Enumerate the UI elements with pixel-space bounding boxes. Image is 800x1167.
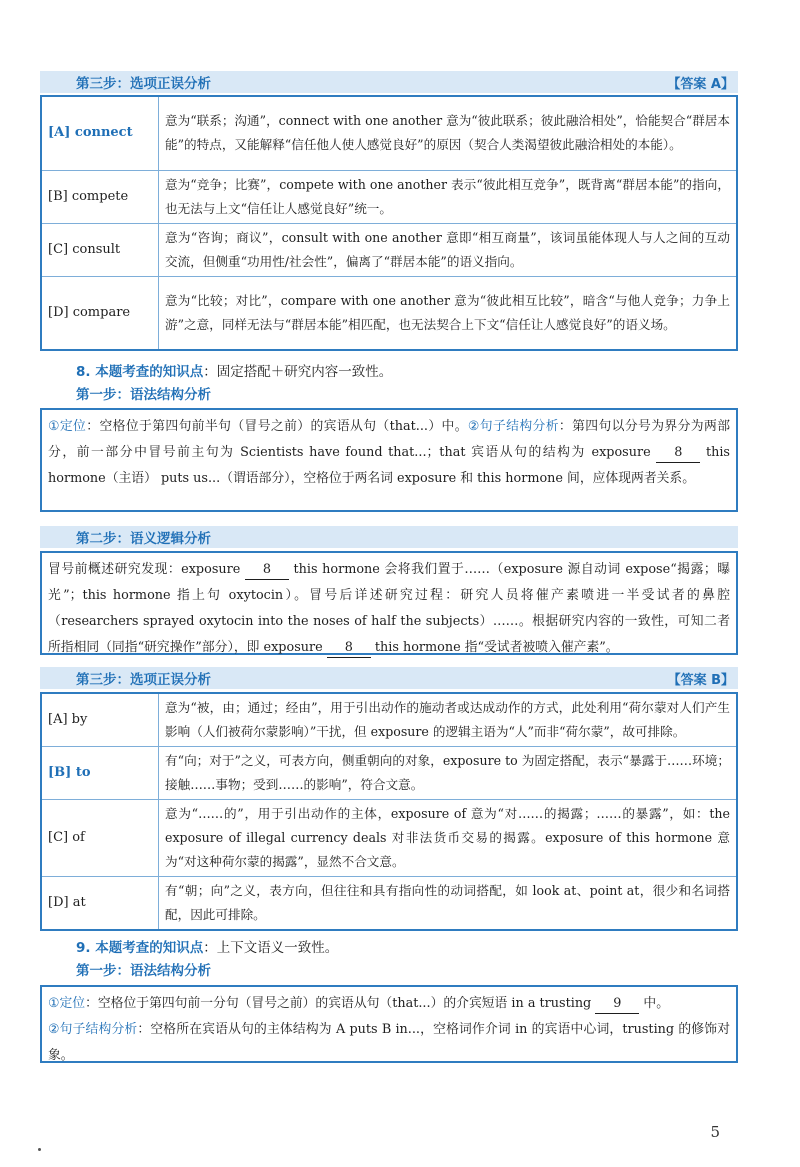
q8-step2-bar xyxy=(40,526,738,548)
option-label: [A] connect xyxy=(41,96,159,170)
q9-structure-text: ：空格所在宾语从句的主体结构为 A puts B in...，空格词作介词 in 的宾语中心词，trusting 的修饰对象。 xyxy=(48,1022,730,1063)
q8-step2-text-c: this hormone 指“受试者被喷入催产素”。 xyxy=(374,640,619,655)
option-label: [D] compare xyxy=(41,276,159,350)
q7-step3-title: 第三步：选项正误分析 xyxy=(76,76,211,92)
option-label: [D] at xyxy=(41,877,159,931)
table-row xyxy=(41,693,737,747)
q7-answer-tag: 【答案 A】 xyxy=(667,76,734,92)
q9-locate-label: ①定位 xyxy=(48,996,86,1011)
table-row xyxy=(41,96,737,170)
option-text: 意为“被，由；通过；经由”，用于引出动作的施动者或达成动作的方式，此处利用“荷尔蒙对人们产生影响（人们被荷尔蒙影响）”干扰，但 exposure 的逻辑主语为“人”而非“荷尔蒙”，故可排除。 xyxy=(159,693,738,747)
blank-8: 8 xyxy=(656,444,700,463)
q8-locate-label: ①定位 xyxy=(48,419,87,434)
option-text: 意为“……的”，用于引出动作的主体，exposure of 意为“对……的揭露；……的暴露”，如：the exposure of illegal currency deals 对非法货币交易的揭露。exposure of this hormone 意为“对这种荷尔蒙的揭露”，显然不合文意。 xyxy=(159,800,738,877)
q8-number: 8. 本题考查的知识点 xyxy=(76,364,204,380)
option-text: 意为“联系；沟通”，connect with one another 意为“彼此联系；彼此融洽相处”，恰能契合“群居本能”的特点，又能解释“信任他人使人感觉良好”的原因（契合人类渴望彼此融洽相处的本能）。 xyxy=(159,96,738,170)
q8-heading xyxy=(76,360,392,380)
q8-step1-box xyxy=(40,408,738,512)
option-text: 有“朝；向”之义，表方向，但往往和具有指向性的动词搭配，如 look at、point at，很少和名词搭配，因此可排除。 xyxy=(159,877,738,931)
q8-step2-text-a: 冒号前概述研究发现：exposure xyxy=(48,562,241,577)
option-text: 有“向；对于”之义，可表方向，侧重朝向的对象，exposure to 为固定搭配，表示“暴露于……环境；接触……事物；受到……的影响”，符合文意。 xyxy=(159,747,738,800)
table-row xyxy=(41,800,737,877)
q8-step1-heading xyxy=(76,383,211,403)
q8-step2-box xyxy=(40,551,738,655)
option-text: 意为“咨询；商议”，consult with one another 意即“相互商量”，该词虽能体现人与人之间的互动交流，但侧重“功用性/社会性”，偏离了“群居本能”的语义指向。 xyxy=(159,223,738,276)
q8-options-table xyxy=(40,692,738,931)
q9-knowledge: ：上下文语义一致性。 xyxy=(203,940,339,956)
blank-9: 9 xyxy=(595,995,639,1014)
q9-step1-box xyxy=(40,985,738,1063)
table-row xyxy=(41,877,737,931)
blank-8: 8 xyxy=(245,561,289,580)
blank-8: 8 xyxy=(327,639,371,658)
option-label: [A] by xyxy=(41,693,159,747)
option-label: [C] consult xyxy=(41,223,159,276)
q7-step3-bar xyxy=(40,71,738,93)
q8-structure-text-b: this hormone（主语） puts us...（谓语部分），空格位于两名词 exposure 和 this hormone 间，应体现两者关系。 xyxy=(48,445,730,486)
q8-step3-title: 第三步：选项正误分析 xyxy=(76,672,211,688)
q8-step3-bar xyxy=(40,667,738,689)
q9-heading xyxy=(76,936,338,956)
option-label: [C] of xyxy=(41,800,159,877)
q8-structure-label: ②句子结构分析 xyxy=(467,419,559,434)
table-row xyxy=(41,170,737,223)
page-number: 5 xyxy=(710,1123,720,1141)
q8-locate-text: ：空格位于第四句前半句（冒号之前）的宾语从句（that...）中。 xyxy=(86,419,468,434)
table-row xyxy=(41,747,737,800)
q8-step1-title: 第一步：语法结构分析 xyxy=(76,387,211,403)
q9-locate-text-end: 中。 xyxy=(643,996,669,1011)
q8-answer-tag: 【答案 B】 xyxy=(667,672,734,688)
table-row xyxy=(41,276,737,350)
q9-number: 9. 本题考查的知识点 xyxy=(76,940,204,956)
option-label: [B] compete xyxy=(41,170,159,223)
q8-knowledge: ：固定搭配＋研究内容一致性。 xyxy=(203,364,393,380)
q9-step1-heading xyxy=(76,959,211,979)
option-text: 意为“竞争；比赛”，compete with one another 表示“彼此相互竞争”，既背离“群居本能”的指向，也无法与上文“信任让人感觉良好”统一。 xyxy=(159,170,738,223)
q8-structure-text-a: ：第四句以分号为界分为两部分，前一部分中冒号前主句为 Scientists have found that...；that 宾语从句的结构为 exposure xyxy=(48,419,730,460)
q7-options-table xyxy=(40,95,738,351)
margin-dot xyxy=(38,1148,41,1151)
q9-step1-title: 第一步：语法结构分析 xyxy=(76,963,211,979)
option-text: 意为“比较；对比”，compare with one another 意为“彼此相互比较”，暗含“与他人竞争；力争上游”之意，同样无法与“群居本能”相匹配，也无法契合上下文“信任让人感觉良好”的语义场。 xyxy=(159,276,738,350)
q9-structure-label: ②句子结构分析 xyxy=(48,1022,138,1037)
q8-step2-title: 第二步：语义逻辑分析 xyxy=(76,531,211,547)
q9-locate-text: ：空格位于第四句前一分句（冒号之前）的宾语从句（that...）的介宾短语 in a trusting xyxy=(85,996,592,1011)
option-label: [B] to xyxy=(41,747,159,800)
q8-step2-text-b: this hormone 会将我们置于……（exposure 源自动词 expose“揭露；曝光”；this hormone 指上句 oxytocin）。冒号后详述研究过程：研究人员将催产素喷进一半受试者的鼻腔（researchers sprayed oxytocin into the noses of half the subjects）……。根据研究内容的一致性，可知二者所指相同（同指“研究操作”部分），即 exposure xyxy=(48,562,730,655)
table-row xyxy=(41,223,737,276)
